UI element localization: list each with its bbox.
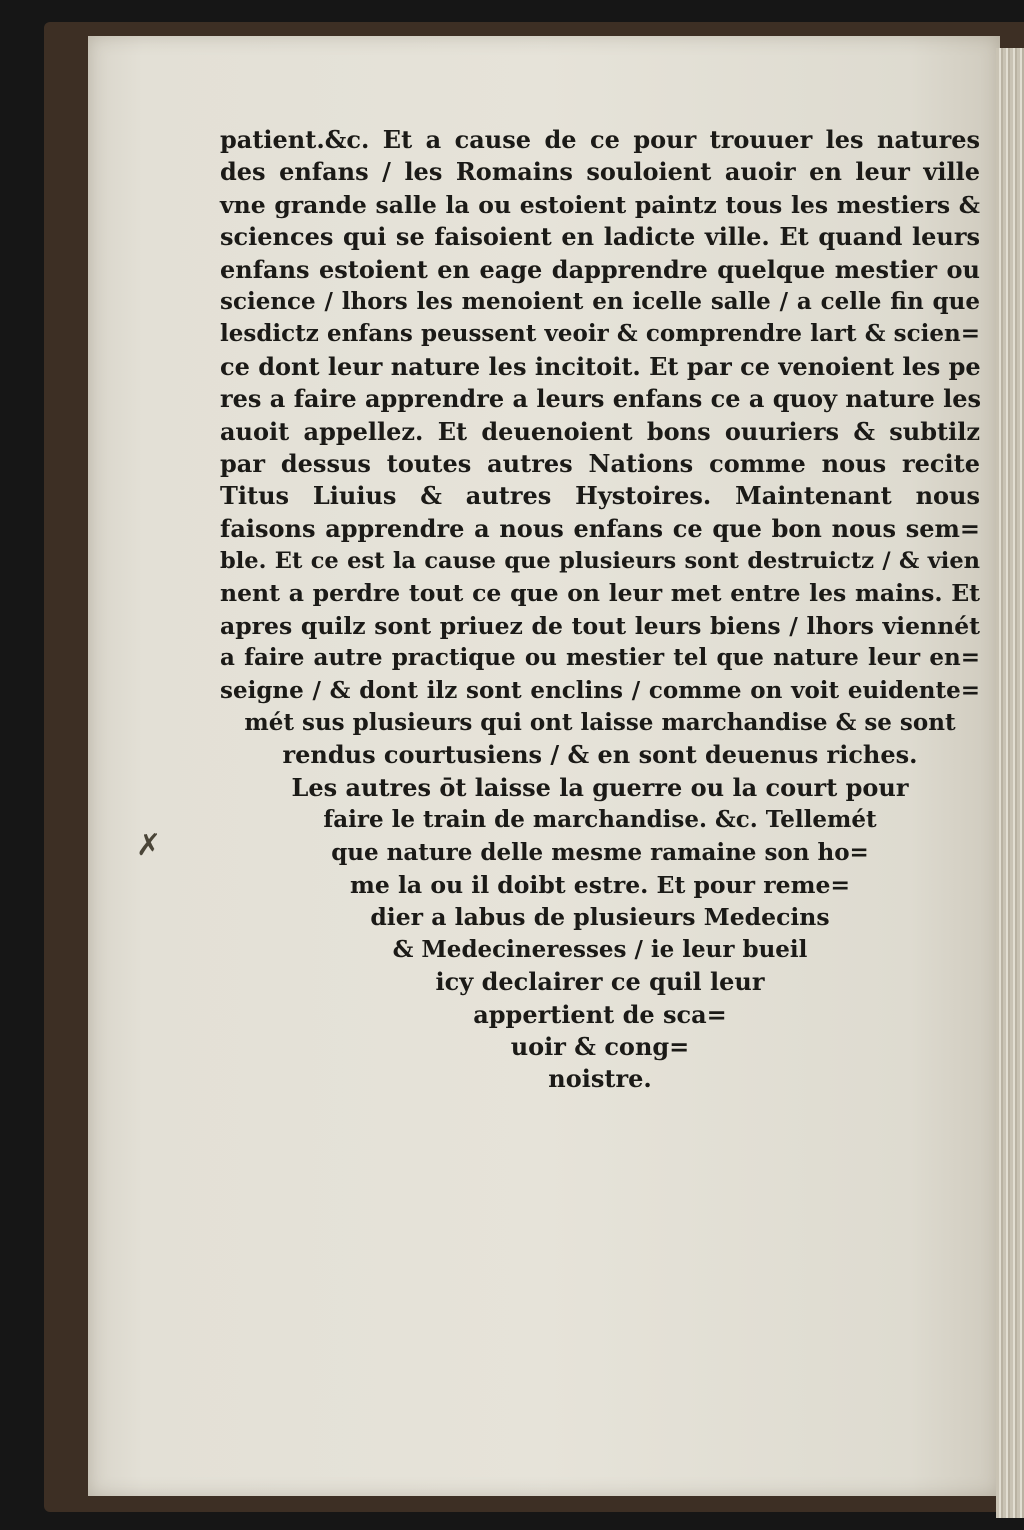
text-line: seigne / & dont ilz sont enclins / comme on voit euidente= [220,676,980,704]
text-line: ble. Et ce est la cause que plusieurs sont destruictz / & vien [220,548,980,575]
text-line: mét sus plusieurs qui ont laisse marchandise & se sont [244,709,956,737]
text-line: vne grande salle la ou estoient paintz tous les mestiers & [220,190,980,219]
text-line: & Medecineresses / ie leur bueil [392,935,808,963]
text-line: ce dont leur nature les incitoit. Et par ce venoient les pe [220,351,981,381]
page-text [220,124,980,1096]
text-line: sciences qui se faisoient en ladicte ville. Et quand leurs [220,222,980,252]
text-line: icy declairer ce quil leur [435,967,765,997]
text-line: me la ou il doibt estre. Et pour reme= [350,870,851,899]
text-line: des enfans / les Romains souloient auoir en leur ville [220,157,980,187]
text-line: que nature delle mesme ramaine son ho= [331,838,869,866]
text-line: patient.&c. Et a cause de ce pour trouuer les natures [220,125,980,154]
text-line: appertient de sca= [473,999,727,1029]
text-line: Les autres ōt laisse la guerre ou la court pour [291,772,909,802]
text-line: faire le train de marchandise. &c. Tellemét [323,806,877,834]
text-line: faisons apprendre a nous enfans ce que bon nous sem= [220,513,980,543]
text-line: Titus Liuius & autres Hystoires. Maintenant nous [220,481,980,511]
text-line: nent a perdre tout ce que on leur met entre les mains. Et [220,579,980,608]
text-line: uoir & cong= [510,1031,690,1061]
text-line: noistre. [548,1064,652,1094]
text-line: res a faire apprendre a leurs enfans ce a quoy nature les [220,384,982,414]
margin-cross-mark: ✗ [136,828,162,863]
text-line: apres quilz sont priuez de tout leurs biens / lhors viennét [220,611,980,640]
text-line: dier a labus de plusieurs Medecins [370,903,830,932]
text-line: par dessus toutes autres Nations comme nous recite [220,448,980,478]
text-line: enfans estoient en eage dapprendre quelque mestier ou [220,254,980,284]
text-line: science / lhors les menoient en icelle salle / a celle fin que [220,287,980,315]
text-line: auoit appellez. Et deuenoient bons ouuriers & subtilz [220,416,980,446]
text-line: rendus courtusiens / & en sont deuenus riches. [282,740,918,770]
page-edges [996,48,1024,1518]
text-line: lesdictz enfans peussent veoir & comprendre lart & scien= [220,320,980,348]
text-line: a faire autre practique ou mestier tel que nature leur en= [220,644,980,672]
